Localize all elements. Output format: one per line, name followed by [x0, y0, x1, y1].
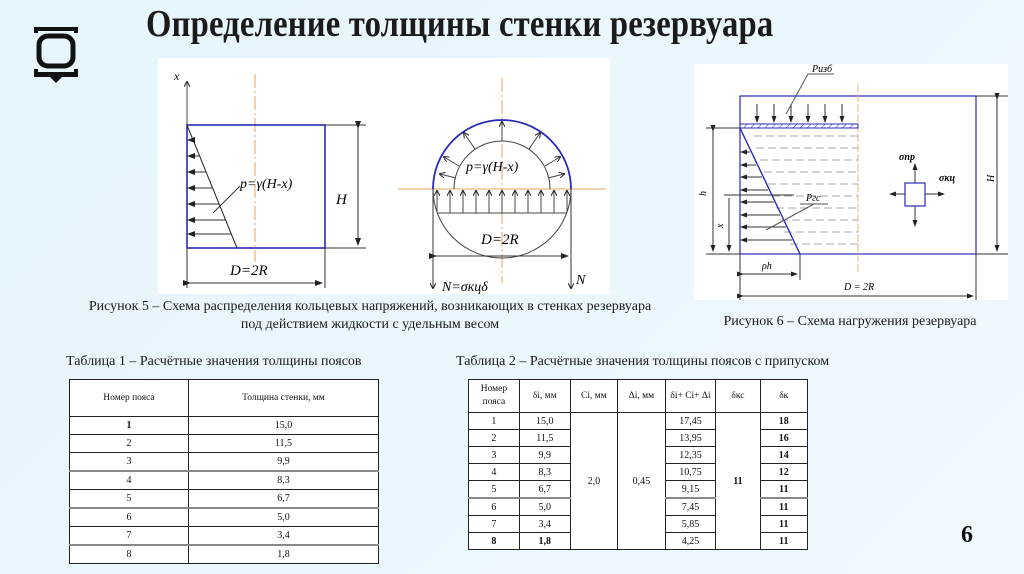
cell: 6,7 [519, 481, 570, 499]
table-row [70, 453, 379, 472]
header-belt-number: Номер пояса [469, 380, 520, 413]
cell: 4 [469, 464, 520, 481]
stress-hoop-label: σкц [939, 173, 956, 184]
cell: 8,3 [188, 471, 378, 490]
figure-5-caption-line2: под действием жидкости с удельным весом [240, 317, 500, 332]
cell: 1,8 [188, 545, 378, 564]
figure-5-diagram [158, 58, 610, 294]
cell: 9,9 [188, 453, 378, 472]
table-row [70, 527, 379, 546]
table-row [469, 413, 808, 430]
table-1-caption: Таблица 1 – Расчётные значения толщины поясов [66, 354, 362, 369]
cell: 10,75 [665, 464, 716, 481]
cell: 6 [70, 508, 189, 527]
merged-c-cell: 2,0 [570, 413, 617, 550]
header-c-i: Ci, мм [570, 380, 617, 413]
cell: 16 [760, 430, 808, 447]
header-sum: δi+ Ci+ Δi [665, 380, 716, 413]
table-2-caption: Таблица 2 – Расчётные значения толщины поясов с припуском [456, 354, 830, 369]
rho-h-label: ρh [762, 261, 772, 272]
table-row [70, 490, 379, 509]
cell: 11 [760, 533, 808, 550]
cell: 17,45 [665, 413, 716, 430]
slide-title: Определение толщины стенки резервуара [146, 3, 774, 45]
cell: 1,8 [519, 533, 570, 550]
height-label: H [336, 192, 347, 208]
merged-Delta-cell: 0,45 [618, 413, 665, 550]
cell: 8 [469, 533, 520, 550]
cell: 4 [70, 471, 189, 490]
cell: 8 [70, 545, 189, 564]
cell: 11 [760, 516, 808, 533]
table-row [70, 417, 379, 435]
force-label: N [576, 273, 586, 288]
cell: 12,35 [665, 447, 716, 464]
cell: 11 [760, 498, 808, 516]
cell: 6,7 [188, 490, 378, 509]
table-2 [468, 379, 808, 550]
header-delta-i: δi, мм [519, 380, 570, 413]
table-header-row [70, 380, 379, 417]
figure-5-caption [60, 298, 680, 334]
cell: 3 [469, 447, 520, 464]
cell: 12 [760, 464, 808, 481]
cell: 5 [70, 490, 189, 509]
merged-delta-ks-cell: 11 [716, 413, 760, 550]
cell: 3 [70, 453, 189, 472]
cell: 8,3 [519, 464, 570, 481]
cell: 9,9 [519, 447, 570, 464]
diameter-D-label: D = 2R [844, 282, 875, 293]
figure-6-caption: Рисунок 6 – Схема нагружения резервуара [723, 314, 977, 329]
height-H-label: H [986, 174, 997, 182]
table-1 [69, 379, 379, 564]
cell: 13,95 [665, 430, 716, 447]
cell: 7 [70, 527, 189, 546]
cell: 5,85 [665, 516, 716, 533]
gas-pressure-label: Pизб [812, 64, 833, 75]
page-number: 6 [961, 522, 973, 548]
cell: 1 [70, 417, 189, 435]
cell: 2 [70, 435, 189, 453]
table-row [70, 545, 379, 564]
table-row [70, 508, 379, 527]
cell: 3,4 [519, 516, 570, 533]
table-row [70, 435, 379, 453]
ring-diameter-label: D=2R [481, 232, 519, 248]
ring-force-label: N=σкцδ [442, 280, 488, 294]
cell: 9,15 [665, 481, 716, 499]
header-delta-ks: δкс [716, 380, 760, 413]
cell: 14 [760, 447, 808, 464]
cell: 18 [760, 413, 808, 430]
cell: 7 [469, 516, 520, 533]
cell: 3,4 [188, 527, 378, 546]
header-belt-number: Номер пояса [70, 380, 189, 417]
header-delta-k: δк [760, 380, 808, 413]
cell: 4,25 [665, 533, 716, 550]
frame-marker-icon [30, 25, 82, 85]
cell: 7,45 [665, 498, 716, 516]
cell: 11 [760, 481, 808, 499]
pressure-formula-label: p=γ(H-x) [240, 177, 293, 192]
cell: 1 [469, 413, 520, 430]
figure-6-diagram [694, 64, 1008, 300]
header-Delta-i: Δi, мм [618, 380, 665, 413]
x-label: x [715, 223, 726, 228]
stress-meridional-label: σпр [899, 152, 915, 163]
cell: 5 [469, 481, 520, 499]
cell: 15,0 [188, 417, 378, 435]
cell: 6 [469, 498, 520, 516]
table-header-row [469, 380, 808, 413]
height-h-label: h [698, 191, 709, 196]
cell: 5,0 [188, 508, 378, 527]
ring-pressure-formula-label: p=γ(H-x) [466, 160, 519, 175]
cell: 5,0 [519, 498, 570, 516]
diameter-label: D=2R [230, 263, 268, 279]
hydro-pressure-label: Pгс [806, 193, 821, 204]
figure-5-caption-line1: Рисунок 5 – Схема распределения кольцевых напряжений, возникающих в стенках резервуара [88, 299, 652, 314]
cell: 15,0 [519, 413, 570, 430]
header-wall-thickness: Толщина стенки, мм [188, 380, 378, 417]
table-row [70, 471, 379, 490]
cell: 2 [469, 430, 520, 447]
cell: 11,5 [519, 430, 570, 447]
cell: 11,5 [188, 435, 378, 453]
x-axis-label: x [174, 69, 180, 83]
